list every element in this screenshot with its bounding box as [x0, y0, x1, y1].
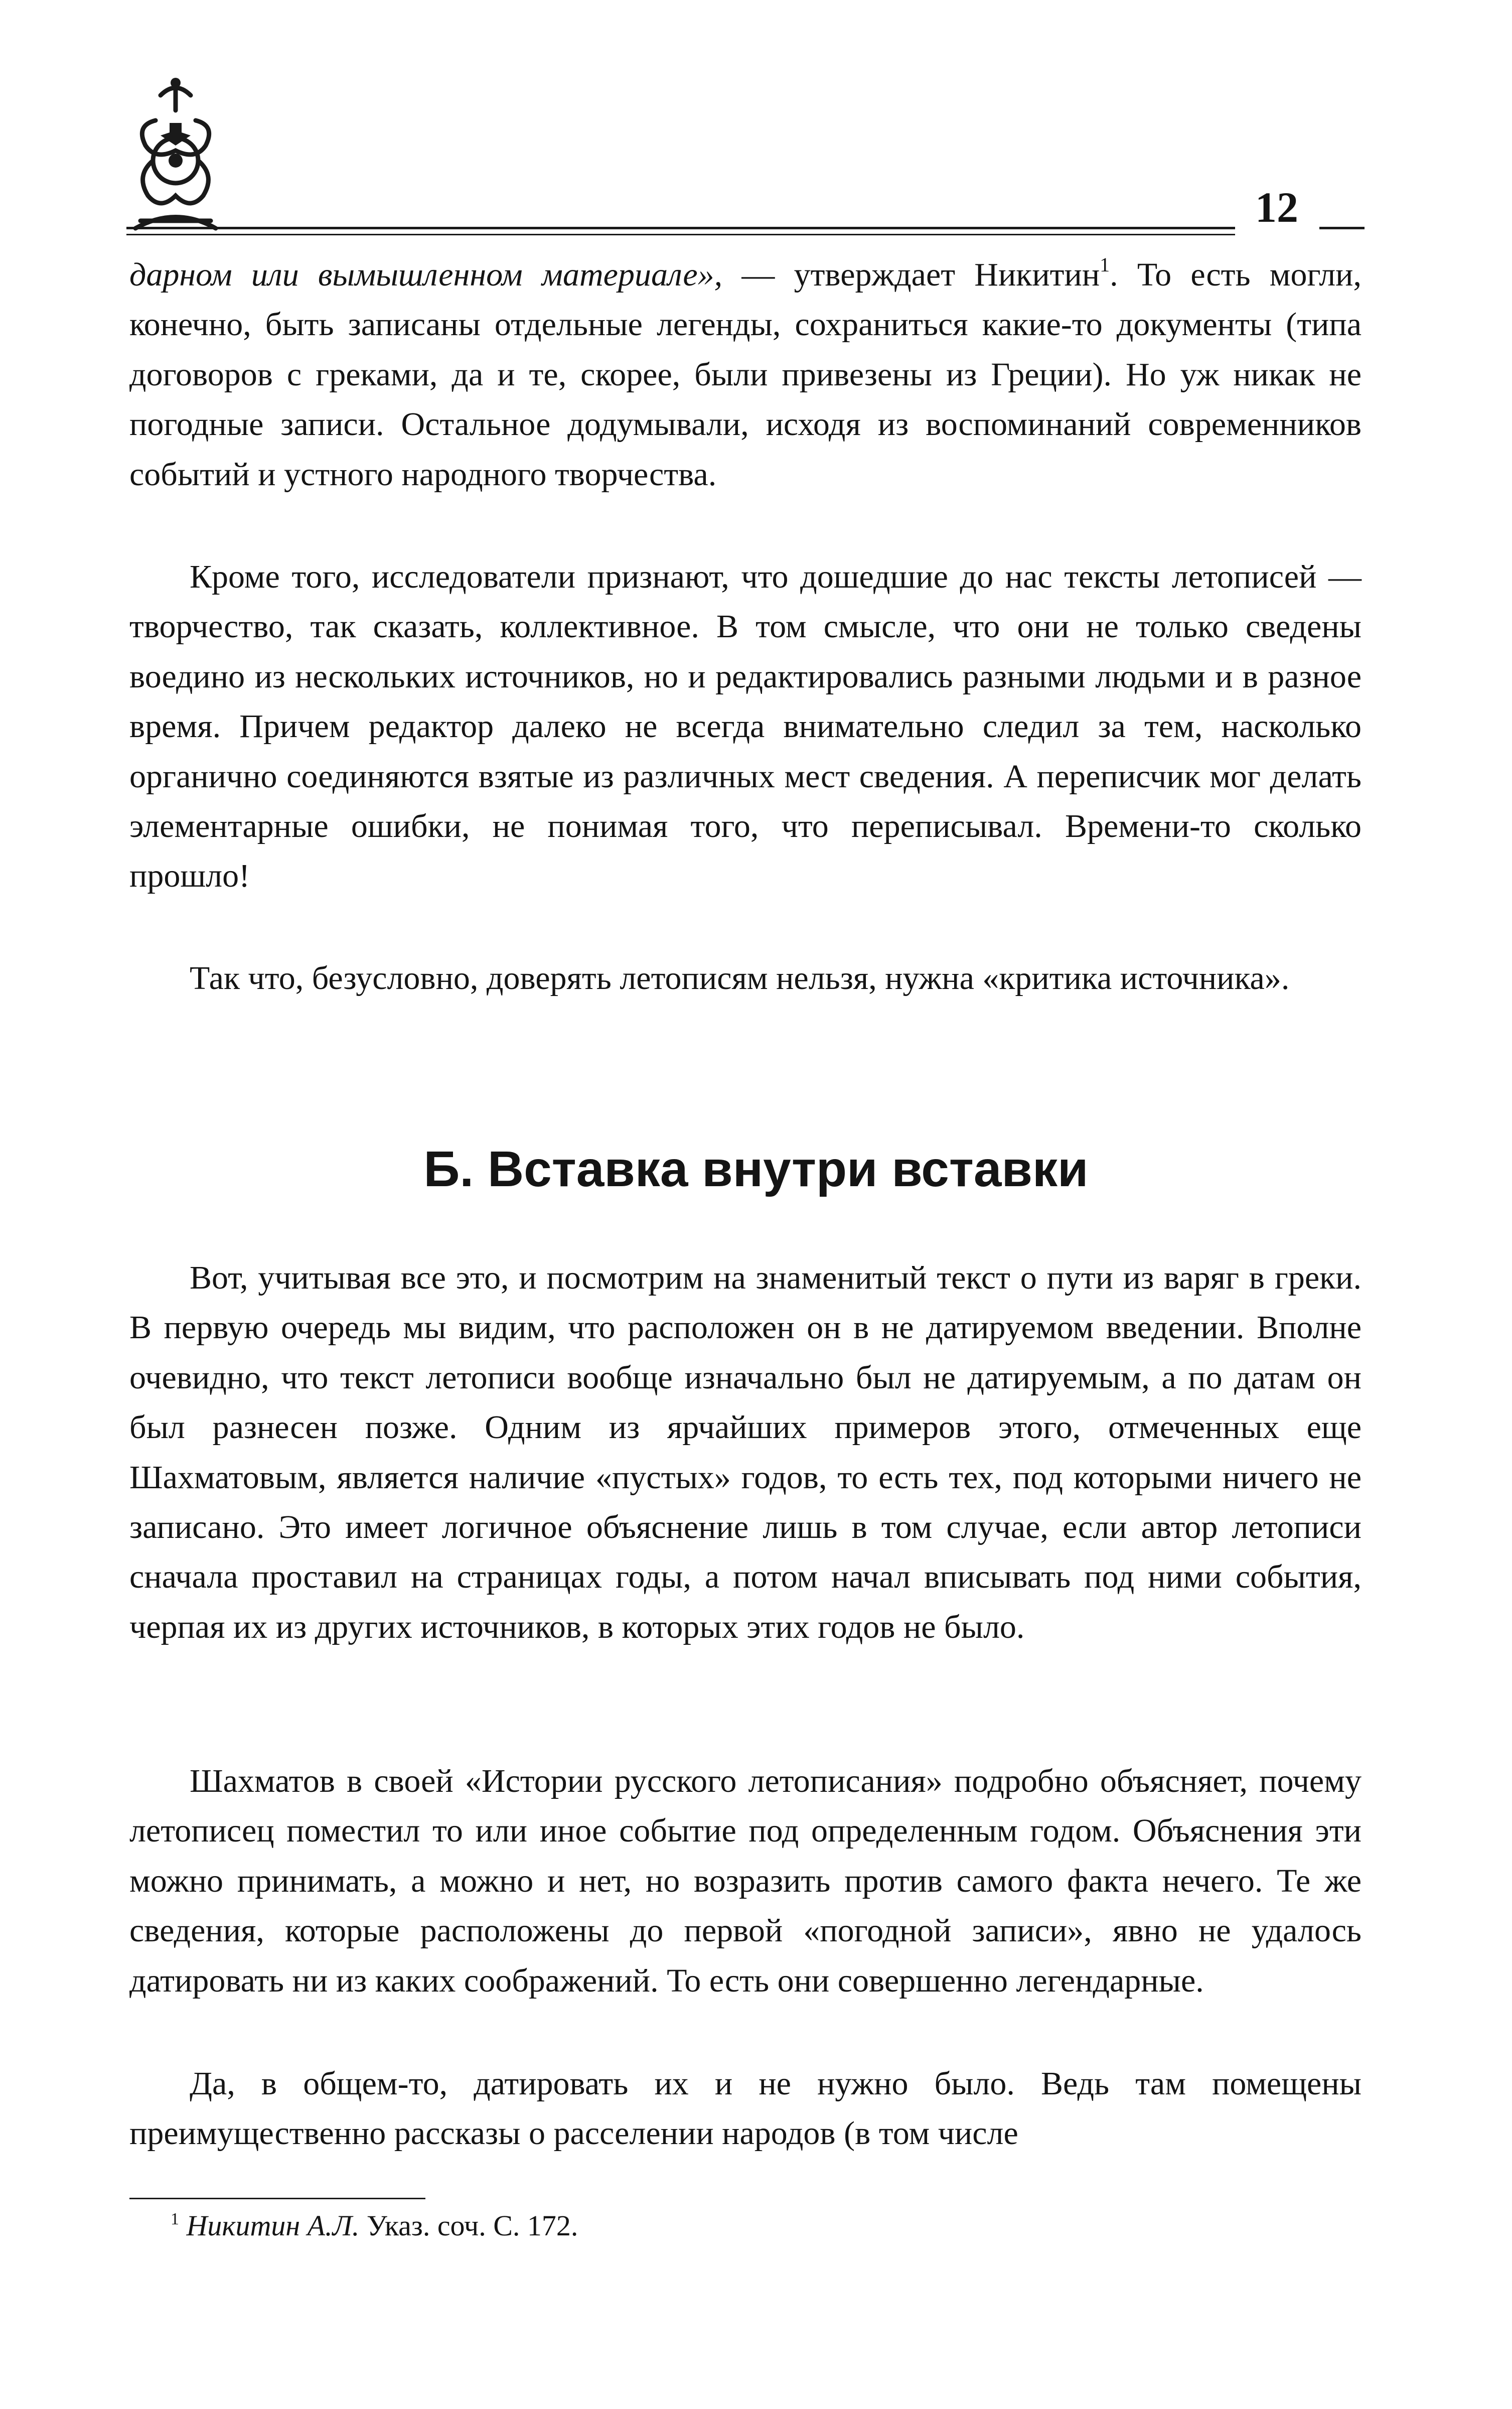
paragraph-text: . То есть могли, конечно, быть записаны отдельные легенды, сохраниться какие-то документы (типа договоров с греками, да и те, скорее, были привезены из Греции). Но уж никак не погодные записи. Остальное додумывали, исходя из воспоминаний современников событий и устного народного творчества.	[129, 256, 1362, 493]
footnote-text: Указ. соч. С. 172.	[359, 2209, 578, 2242]
paragraph	[129, 250, 1362, 499]
header-rule	[126, 227, 1235, 229]
italic-quote: дарном или вымышленном материале»,	[129, 256, 723, 293]
paragraph: Так что, безусловно, доверять летописям нельзя, нужна «критика источника».	[190, 960, 1290, 997]
footnote-marker: 1	[171, 2210, 179, 2228]
paragraph: Кроме того, исследователи признают, что дошедшие до нас тексты летописей — творчество, так сказать, коллективное. В том смысле, что они не только сведены воедино из нескольких источников, но и редактировались разными людьми и в разное время. Причем редактор далеко не всегда внимательно следил за тем, насколько органично соединяются взятые из различных мест сведения. А переписчик мог делать элементарные ошибки, не понимая того, что переписывал. Времени-то сколько прошло!	[129, 558, 1362, 895]
page-number: 12	[1255, 183, 1298, 231]
header-rule-right	[1319, 227, 1365, 229]
ornamental-vignette-icon	[125, 75, 226, 241]
paragraph-text: — утверждает Никитин	[722, 256, 1100, 293]
section-heading: Б. Вставка внутри вставки	[423, 1141, 1089, 1197]
footnote-rule	[129, 2198, 425, 2199]
footnote	[171, 2207, 1324, 2244]
footnote-reference[interactable]: 1	[1100, 253, 1110, 276]
paragraph: Да, в общем-то, датировать их и не нужно было. Ведь там помещены преимущественно рассказы о расселении народов (в том числе	[129, 2065, 1362, 2152]
header-rule-thin	[126, 234, 1235, 235]
paragraph: Вот, учитывая все это, и посмотрим на знаменитый текст о пути из варяг в греки. В первую очередь мы видим, что расположен он в не датируемом введении. Вполне очевидно, что текст летописи вообще изначально был не датируемым, а по датам он был разнесен позже. Одним из ярчайших примеров этого, отмеченных еще Шахматовым, является наличие «пустых» годов, то есть тех, под которыми ничего не записано. Это имеет логичное объяснение лишь в том случае, если автор летописи сначала проставил на страницах годы, а потом начал вписывать под ними события, черпая их из других источников, в которых этих годов не было.	[129, 1259, 1362, 1645]
paragraph: Шахматов в своей «Истории русского летописания» подробно объясняет, почему летописец поместил то или иное событие под определенным годом. Объяснения эти можно принимать, а можно и нет, но возразить против самого факта нечего. Те же сведения, которые расположены до первой «погодной записи», явно не удалось датировать ни из каких соображений. То есть они совершенно легендарные.	[129, 1763, 1362, 1999]
footnote-author: Никитин А.Л.	[186, 2209, 360, 2242]
